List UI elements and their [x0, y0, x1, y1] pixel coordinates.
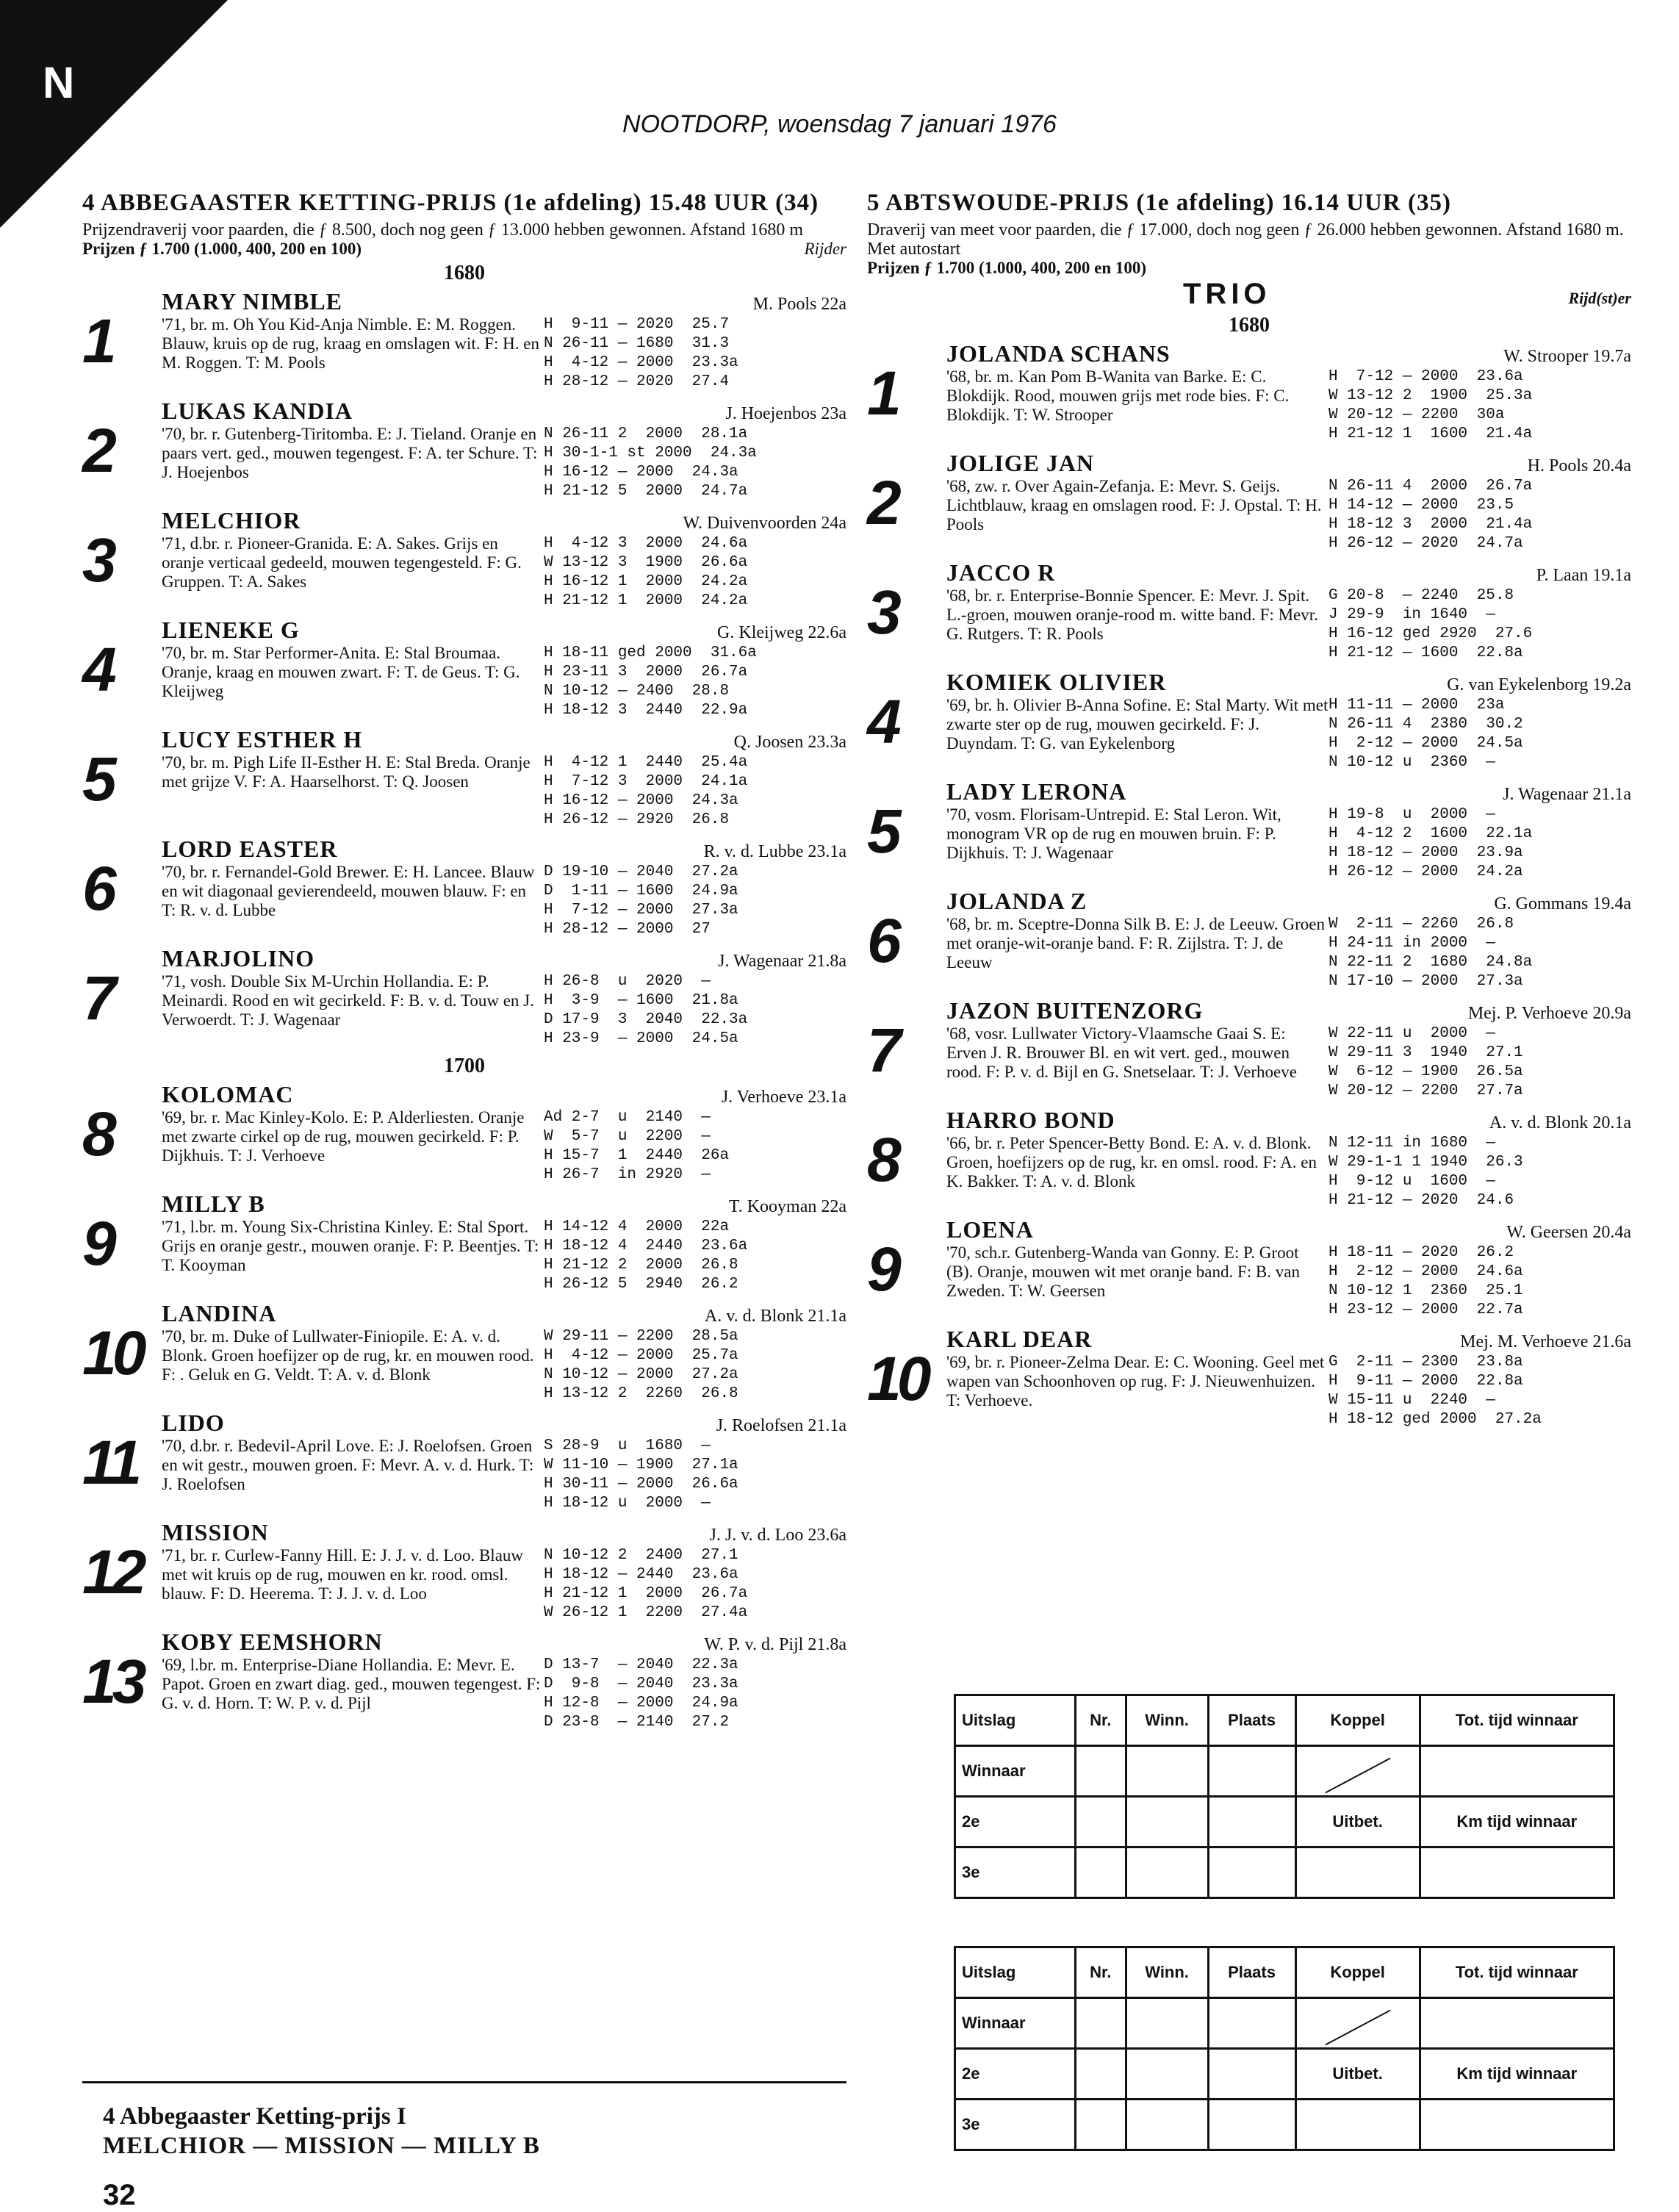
horse-description: '70, br. m. Pigh Life II-Esther H. E: Stal Breda. Oranje met grijze V. F: A. Haarselhorst. T: Q. Joosen — [162, 753, 531, 791]
driver-record: J. Hoejenbos 23a — [725, 404, 846, 423]
horse-entry — [82, 726, 846, 830]
horse-description: '71, l.br. m. Young Six-Christina Kinley. E: Stal Sport. Grijs en oranje gestr., mouwen oranje. F: P. Beentjes. T: T. Kooyman — [162, 1218, 539, 1274]
entry-cell[interactable] — [1126, 1746, 1208, 1797]
start-number: 3 — [867, 578, 897, 647]
horse-entry — [82, 1629, 846, 1732]
start-number: 7 — [867, 1016, 897, 1085]
horse-name: MELCHIOR — [162, 507, 301, 534]
entry-cell[interactable] — [1076, 1847, 1126, 1898]
start-number: 8 — [82, 1099, 112, 1168]
horse-entry — [82, 1519, 846, 1623]
recent-results: G 20-8 — 2240 25.8 J 29-9 in 1640 — H 16-12 ged 2920 27.6 H 21-12 — 1600 22.8a — [1329, 587, 1533, 661]
row-label: 3e — [955, 2100, 1076, 2150]
driver-record: J. Wagenaar 21.1a — [1503, 785, 1631, 804]
driver-record: G. van Eykelenborg 19.2a — [1447, 675, 1631, 694]
entry-cell[interactable] — [1420, 1847, 1614, 1898]
horse-entry — [82, 398, 846, 501]
recent-results: H 9-11 — 2020 25.7 N 26-11 — 1680 31.3 H 4-12 — 2000 23.3a H 28-12 — 2020 27.4 — [544, 316, 738, 390]
entry-cell[interactable] — [1295, 2100, 1420, 2150]
km-tijd-label: Km tijd winnaar — [1420, 1797, 1614, 1847]
start-number: 5 — [82, 744, 112, 814]
horse-entry — [82, 288, 846, 392]
horse-description: '69, br. r. Mac Kinley-Kolo. E: P. Alderliesten. Oranje met zwarte cirkel op de rug, mouwen gecirkeld. F: P. Dijkhuis. T: J. Verhoeve — [162, 1108, 525, 1165]
recent-results: W 29-11 — 2200 28.5a H 4-12 — 2000 25.7a N 10-12 — 2000 27.2a H 13-12 2 2260 26.8 — [544, 1328, 738, 1402]
driver-record: G. Kleijweg 22.6a — [717, 623, 846, 642]
col-header: Tot. tijd winnaar — [1420, 1947, 1614, 1998]
entry-cell[interactable] — [1126, 1797, 1208, 1847]
col-header: Koppel — [1295, 1695, 1420, 1746]
horse-entry — [867, 340, 1631, 444]
horse-name: MISSION — [162, 1519, 269, 1545]
driver-record: M. Pools 22a — [752, 295, 846, 314]
horse-description: '70, br. m. Duke of Lullwater-Finiopile. E: A. v. d. Blonk. Groen hoefijzer op de rug, kr. en mouwen rood. F: . Geluk en G. Veldt. T: A. v. d. Blonk — [162, 1327, 534, 1384]
driver-record: J. J. v. d. Loo 23.6a — [709, 1526, 846, 1545]
driver-record: W. Strooper 19.7a — [1503, 347, 1631, 366]
horse-list — [867, 340, 1631, 1429]
horse-description: '70, br. r. Fernandel-Gold Brewer. E: H. Lancee. Blauw en wit diagonaal gevierendeeld, mouwen blauw. F: en T: R. v. d. Lubbe — [162, 863, 535, 919]
horse-name: LANDINA — [162, 1300, 277, 1326]
recent-results: N 26-11 4 2000 26.7a H 14-12 — 2000 23.5 H 18-12 3 2000 21.4a H 26-12 — 2020 24.7a — [1329, 478, 1533, 552]
race-conditions: Draverij van meet voor paarden, die ƒ 17.000, doch nog geen ƒ 26.000 hebben gewonnen. Afstand 1680 m. Met autostart — [867, 220, 1624, 259]
recent-results: H 18-11 ged 2000 31.6a H 23-11 3 2000 26.7a N 10-12 — 2400 28.8 H 18-12 3 2440 22.9a — [544, 644, 757, 719]
distance-label: 1700 — [444, 1055, 485, 1077]
horse-name: LUKAS KANDIA — [162, 398, 353, 424]
horse-entry — [867, 1326, 1631, 1429]
recent-results: H 7-12 — 2000 23.6a W 13-12 2 1900 25.3a W 20-12 — 2200 30a H 21-12 1 1600 21.4a — [1329, 368, 1533, 442]
horse-entry — [82, 507, 846, 611]
recent-results: D 13-7 — 2040 22.3a D 9-8 — 2040 23.3a H 12-8 — 2000 24.9a D 23-8 — 2140 27.2 — [544, 1656, 738, 1731]
recent-results: D 19-10 — 2040 27.2a D 1-11 — 1600 24.9a H 7-12 — 2000 27.3a H 28-12 — 2000 27 — [544, 863, 738, 938]
row-label: 3e — [955, 1847, 1076, 1898]
start-number: 5 — [867, 797, 897, 866]
race-title: 4 ABBEGAASTER KETTING-PRIJS (1e afdeling) 15.48 UUR (34) — [82, 190, 819, 216]
recent-results: N 12-11 in 1680 — W 29-1-1 1 1940 26.3 H 9-12 u 1600 — H 21-12 — 2020 24.6 — [1329, 1135, 1523, 1209]
horse-entry — [867, 997, 1631, 1101]
col-header: Tot. tijd winnaar — [1420, 1695, 1614, 1746]
horse-name: KOLOMAC — [162, 1081, 294, 1107]
start-number: 2 — [867, 468, 897, 537]
horse-description: '69, l.br. m. Enterprise-Diane Hollandia. E: Mevr. E. Papot. Groen en zwart diag. ged., mouwen tegengest. F: G. v. d. Horn. T: W. P. v. d. Pijl — [162, 1656, 541, 1712]
slash-mark — [1325, 2010, 1390, 2046]
horse-entry — [82, 1191, 846, 1294]
start-number: 6 — [867, 906, 897, 975]
driver-record: W. Geersen 20.4a — [1506, 1223, 1631, 1242]
rider-label: Rijd(st)er — [1568, 289, 1631, 307]
recent-results: N 26-11 2 2000 28.1a H 30-1-1 st 2000 24.3a H 16-12 — 2000 24.3a H 21-12 5 2000 24.7a — [544, 425, 757, 500]
footer-divider — [82, 2081, 846, 2083]
horse-description: '70, d.br. r. Bedevil-April Love. E: J. Roelofsen. Groen en wit gestr., mouwen groen. F: Mevr. A. v. d. Hurk. T: J. Roelofsen — [162, 1437, 534, 1493]
horse-description: '70, br. m. Star Performer-Anita. E: Stal Broumaa. Oranje, kraag en mouwen zwart. F: T. de Geus. T: G. Kleijweg — [162, 644, 520, 700]
section-letter: N — [43, 58, 75, 107]
start-number: 9 — [867, 1235, 897, 1304]
recent-results: H 19-8 u 2000 — H 4-12 2 1600 22.1a H 18-12 — 2000 23.9a H 26-12 — 2000 24.2a — [1329, 806, 1533, 880]
race-4-column — [82, 190, 846, 1738]
horse-name: KOMIEK OLIVIER — [946, 669, 1167, 695]
horse-description: '68, br. m. Kan Pom B-Wanita van Barke. E: C. Blokdijk. Rood, mouwen grijs met rode bies. F: C. Blokdijk. T: W. Strooper — [946, 367, 1290, 424]
start-number: 11 — [82, 1428, 138, 1497]
start-number: 4 — [82, 635, 112, 704]
horse-description: '68, br. r. Enterprise-Bonnie Spencer. E: Mevr. J. Spit. L.-groen, mouwen oranje-rood m. witte band. F: Mevr. G. Rutgers. T: R. Pools — [946, 586, 1318, 643]
entry-cell[interactable] — [1076, 2049, 1126, 2100]
entry-cell[interactable] — [1208, 2100, 1295, 2150]
horse-entry — [867, 450, 1631, 553]
page-header: NOOTDORP, woensdag 7 januari 1976 — [622, 110, 1057, 138]
entry-cell[interactable] — [1208, 1746, 1295, 1797]
race-title: 5 ABTSWOUDE-PRIJS (1e afdeling) 16.14 UUR (35) — [867, 190, 1451, 216]
col-header: Koppel — [1295, 1947, 1420, 1998]
col-header: Uitslag — [955, 1695, 1076, 1746]
horse-entry — [82, 1081, 846, 1185]
race-prizes: Prijzen ƒ 1.700 (1.000, 400, 200 en 100) — [82, 240, 362, 258]
entry-cell[interactable] — [1208, 1998, 1295, 2049]
horse-name: JACCO R — [946, 559, 1056, 586]
recent-results: S 28-9 u 1680 — W 11-10 — 1900 27.1a H 30-11 — 2000 26.6a H 18-12 u 2000 — — [544, 1437, 738, 1512]
entry-cell[interactable] — [1076, 1797, 1126, 1847]
uitbet-label: Uitbet. — [1295, 2049, 1420, 2100]
start-number: 13 — [82, 1647, 143, 1716]
recent-results: H 14-12 4 2000 22a H 18-12 4 2440 23.6a H 21-12 2 2000 26.8 H 26-12 5 2940 26.2 — [544, 1218, 748, 1293]
horse-name: LIDO — [162, 1410, 225, 1436]
horse-name: KARL DEAR — [946, 1326, 1093, 1352]
recent-results: H 26-8 u 2020 — H 3-9 — 1600 21.8a D 17-9 3 2040 22.3a H 23-9 — 2000 24.5a — [544, 973, 748, 1047]
race-conditions: Prijzendraverij voor paarden, die ƒ 8.500, doch nog geen ƒ 13.000 hebben gewonnen. Afstand 1680 m — [82, 220, 804, 240]
entry-cell[interactable] — [1208, 2049, 1295, 2100]
distance-label: 1680 — [1229, 314, 1270, 337]
horse-description: '71, br. m. Oh You Kid-Anja Nimble. E: M. Roggen. Blauw, kruis op de rug, kraag en omslagen wit. F: H. en M. Roggen. T: M. Pools — [162, 315, 539, 372]
driver-record: T. Kooyman 22a — [728, 1197, 846, 1216]
driver-record: J. Verhoeve 23.1a — [721, 1088, 846, 1107]
col-header: Plaats — [1208, 1947, 1295, 1998]
entry-cell[interactable] — [1420, 2100, 1614, 2150]
start-number: 4 — [867, 687, 897, 756]
horse-name: JOLANDA SCHANS — [946, 340, 1171, 367]
recent-results: W 22-11 u 2000 — W 29-11 3 1940 27.1 W 6-12 — 1900 26.5a W 20-12 — 2200 27.7a — [1329, 1025, 1523, 1099]
recent-results: G 2-11 — 2300 23.8a H 9-11 — 2000 22.8a W 15-11 u 2240 — H 18-12 ged 2000 27.2a — [1329, 1354, 1542, 1428]
km-tijd-label: Km tijd winnaar — [1420, 2049, 1614, 2100]
entry-cell[interactable] — [1126, 1847, 1208, 1898]
horse-description: '71, br. r. Curlew-Fanny Hill. E: J. J. v. d. Loo. Blauw met wit kruis op de rug, mouwen en kr. rood. omsl. blauw. F: D. Heerema. T: J. J. v. d. Loo — [162, 1546, 524, 1603]
driver-record: P. Laan 19.1a — [1536, 566, 1631, 585]
recent-results: W 2-11 — 2260 26.8 H 24-11 in 2000 — N 22-11 2 1680 24.8a N 17-10 — 2000 27.3a — [1329, 916, 1533, 990]
entry-cell[interactable] — [1420, 1998, 1614, 2049]
horse-description: '68, zw. r. Over Again-Zefanja. E: Mevr. S. Geijs. Lichtblauw, kraag en omslagen rood. F: J. Opstal. T: H. Pools — [946, 477, 1322, 534]
slash-mark — [1325, 1758, 1390, 1794]
horse-list — [82, 288, 846, 1732]
driver-record: H. Pools 20.4a — [1527, 456, 1631, 475]
col-header: Nr. — [1076, 1695, 1126, 1746]
race-5-column — [867, 190, 1631, 1435]
horse-entry — [867, 888, 1631, 991]
horse-name: LORD EASTER — [162, 836, 338, 862]
horse-description: '68, br. m. Sceptre-Donna Silk B. E: J. de Leeuw. Groen met oranje-wit-oranje band. F: R. Zijlstra. T: J. de Leeuw — [946, 915, 1325, 972]
recent-results: H 11-11 — 2000 23a N 26-11 4 2380 30.2 H 2-12 — 2000 24.5a N 10-12 u 2360 — — [1329, 697, 1523, 771]
start-number: 8 — [867, 1125, 897, 1194]
horse-description: '69, br. r. Pioneer-Zelma Dear. E: C. Wooning. Geel met wapen van Schoonhoven op rug. F: J. Nieuwenhuizen. T: Verhoeve. — [946, 1353, 1325, 1410]
driver-record: A. v. d. Blonk 21.1a — [704, 1307, 846, 1326]
horse-entry — [82, 945, 846, 1049]
recent-results: H 18-11 — 2020 26.2 H 2-12 — 2000 24.6a N 10-12 1 2360 25.1 H 23-12 — 2000 22.7a — [1329, 1244, 1523, 1318]
recent-results: Ad 2-7 u 2140 — W 5-7 u 2200 — H 15-7 1 2440 26a H 26-7 in 2920 — — [544, 1109, 730, 1183]
horse-name: LOENA — [946, 1216, 1034, 1243]
horse-entry — [867, 1107, 1631, 1210]
horse-entry — [867, 669, 1631, 772]
footer-race: 4 Abbegaaster Ketting-prijs I — [103, 2103, 406, 2130]
entry-cell[interactable] — [1126, 1998, 1208, 2049]
horse-entry — [82, 836, 846, 939]
entry-cell[interactable] — [1126, 2049, 1208, 2100]
start-number: 7 — [82, 963, 112, 1033]
horse-description: '71, d.br. r. Pioneer-Granida. E: A. Sakes. Grijs en oranje verticaal gedeeld, mouwen tegengesteld. F: G. Gruppen. T: A. Sakes — [162, 534, 522, 591]
start-number: 2 — [82, 416, 112, 485]
horse-description: '70, vosm. Florisam-Untrepid. E: Stal Leron. Wit, monogram VR op de rug en mouwen bruin. F: P. Dijkhuis. T: J. Wagenaar — [946, 805, 1281, 862]
horse-name: LIENEKE G — [162, 617, 300, 643]
trio-label: TRIO — [1183, 278, 1271, 310]
footer-picks: MELCHIOR — MISSION — MILLY B — [103, 2133, 540, 2159]
driver-record: W. P. v. d. Pijl 21.8a — [704, 1635, 846, 1654]
horse-name: MARY NIMBLE — [162, 288, 343, 315]
horse-name: LUCY ESTHER H — [162, 726, 363, 753]
entry-cell[interactable] — [1076, 1746, 1126, 1797]
horse-entry — [82, 1300, 846, 1404]
result-table — [954, 1946, 1615, 2151]
horse-description: '68, vosr. Lullwater Victory-Vlaamsche Gaai S. E: Erven J. R. Brouwer Bl. en wit vert. ged., mouwen rood. F: P. v. d. Bijl en G. Snetselaar. T: J. Verhoeve — [946, 1024, 1297, 1081]
horse-description: '71, vosh. Double Six M-Urchin Hollandia. E: P. Meinardi. Rood en wit gecirkeld. F: B. v. d. Touw en J. Verwoerdt. T: J. Wagenaar — [162, 972, 534, 1029]
col-header: Winn. — [1126, 1695, 1208, 1746]
horse-name: MARJOLINO — [162, 945, 315, 972]
horse-name: JAZON BUITENZORG — [946, 997, 1204, 1024]
start-number: 9 — [82, 1209, 112, 1278]
horse-entry — [867, 778, 1631, 882]
driver-record: Mej. P. Verhoeve 20.9a — [1467, 1004, 1631, 1023]
slash-cell — [1295, 1998, 1420, 2049]
horse-entry — [82, 1410, 846, 1513]
row-label: Winnaar — [955, 1746, 1076, 1797]
start-number: 10 — [867, 1344, 927, 1413]
result-table — [954, 1694, 1615, 1899]
entry-cell[interactable] — [1126, 2100, 1208, 2150]
col-header: Nr. — [1076, 1947, 1126, 1998]
horse-entry — [82, 617, 846, 720]
race-prizes: Prijzen ƒ 1.700 (1.000, 400, 200 en 100) — [867, 259, 1147, 277]
recent-results: H 4-12 3 2000 24.6a W 13-12 3 1900 26.6a H 16-12 1 2000 24.2a H 21-12 1 2000 24.2a — [544, 535, 748, 609]
entry-cell[interactable] — [1076, 2100, 1126, 2150]
recent-results: N 10-12 2 2400 27.1 H 18-12 — 2440 23.6a H 21-12 1 2000 26.7a W 26-12 1 2200 27.4a — [544, 1547, 748, 1621]
row-label: Winnaar — [955, 1998, 1076, 2049]
entry-cell[interactable] — [1420, 1746, 1614, 1797]
driver-record: J. Roelofsen 21.1a — [716, 1416, 846, 1435]
row-label: 2e — [955, 2049, 1076, 2100]
horse-name: JOLANDA Z — [946, 888, 1087, 914]
horse-name: LADY LERONA — [946, 778, 1127, 805]
driver-record: A. v. d. Blonk 20.1a — [1489, 1113, 1631, 1132]
horse-entry — [867, 559, 1631, 663]
driver-record: G. Gommans 19.4a — [1494, 894, 1631, 913]
entry-cell[interactable] — [1295, 1847, 1420, 1898]
start-number: 1 — [867, 359, 897, 428]
driver-record: Q. Joosen 23.3a — [733, 733, 846, 752]
col-header: Winn. — [1126, 1947, 1208, 1998]
horse-name: MILLY B — [162, 1191, 265, 1217]
driver-record: J. Wagenaar 21.8a — [718, 952, 846, 971]
rider-label: Rijder — [804, 240, 846, 258]
start-number: 3 — [82, 525, 112, 595]
start-number: 12 — [82, 1537, 143, 1606]
slash-cell — [1295, 1746, 1420, 1797]
col-header: Plaats — [1208, 1695, 1295, 1746]
entry-cell[interactable] — [1076, 1998, 1126, 2049]
horse-description: '66, br. r. Peter Spencer-Betty Bond. E: A. v. d. Blonk. Groen, hoefijzers op de rug, kr. en omsl. rood. F: A. en K. Bakker. T: A. v. d. Blonk — [946, 1134, 1317, 1191]
page-number: 32 — [103, 2179, 136, 2211]
horse-name: KOBY EEMSHORN — [162, 1629, 383, 1655]
entry-cell[interactable] — [1208, 1797, 1295, 1847]
uitbet-label: Uitbet. — [1295, 1797, 1420, 1847]
driver-record: Mej. M. Verhoeve 21.6a — [1460, 1332, 1631, 1351]
horse-description: '69, br. h. Olivier B-Anna Sofine. E: Stal Marty. Wit met zwarte ster op de rug, mouwen gecirkeld. F: J. Duyndam. T: G. van Eykelenborg — [946, 696, 1329, 753]
driver-record: R. v. d. Lubbe 23.1a — [703, 842, 846, 861]
start-number: 10 — [82, 1318, 143, 1387]
col-header: Uitslag — [955, 1947, 1076, 1998]
start-number: 1 — [82, 306, 112, 376]
horse-name: HARRO BOND — [946, 1107, 1115, 1133]
entry-cell[interactable] — [1208, 1847, 1295, 1898]
horse-description: '70, br. r. Gutenberg-Tiritomba. E: J. Tieland. Oranje en paars vert. ged., mouwen tegengest. F: A. ter Schure. T: J. Hoejenbos — [162, 425, 538, 481]
horse-name: JOLIGE JAN — [946, 450, 1095, 476]
start-number: 6 — [82, 854, 112, 923]
footer-tip — [103, 2102, 540, 2161]
recent-results: H 4-12 1 2440 25.4a H 7-12 3 2000 24.1a H 16-12 — 2000 24.3a H 26-12 — 2920 26.8 — [544, 754, 748, 828]
horse-entry — [867, 1216, 1631, 1320]
row-label: 2e — [955, 1797, 1076, 1847]
driver-record: W. Duivenvoorden 24a — [683, 514, 846, 533]
distance-label: 1680 — [444, 262, 485, 284]
horse-description: '70, sch.r. Gutenberg-Wanda van Gonny. E: P. Groot (B). Oranje, mouwen wit met oranje band. F: B. van Zweden. T: W. Geersen — [946, 1243, 1300, 1300]
